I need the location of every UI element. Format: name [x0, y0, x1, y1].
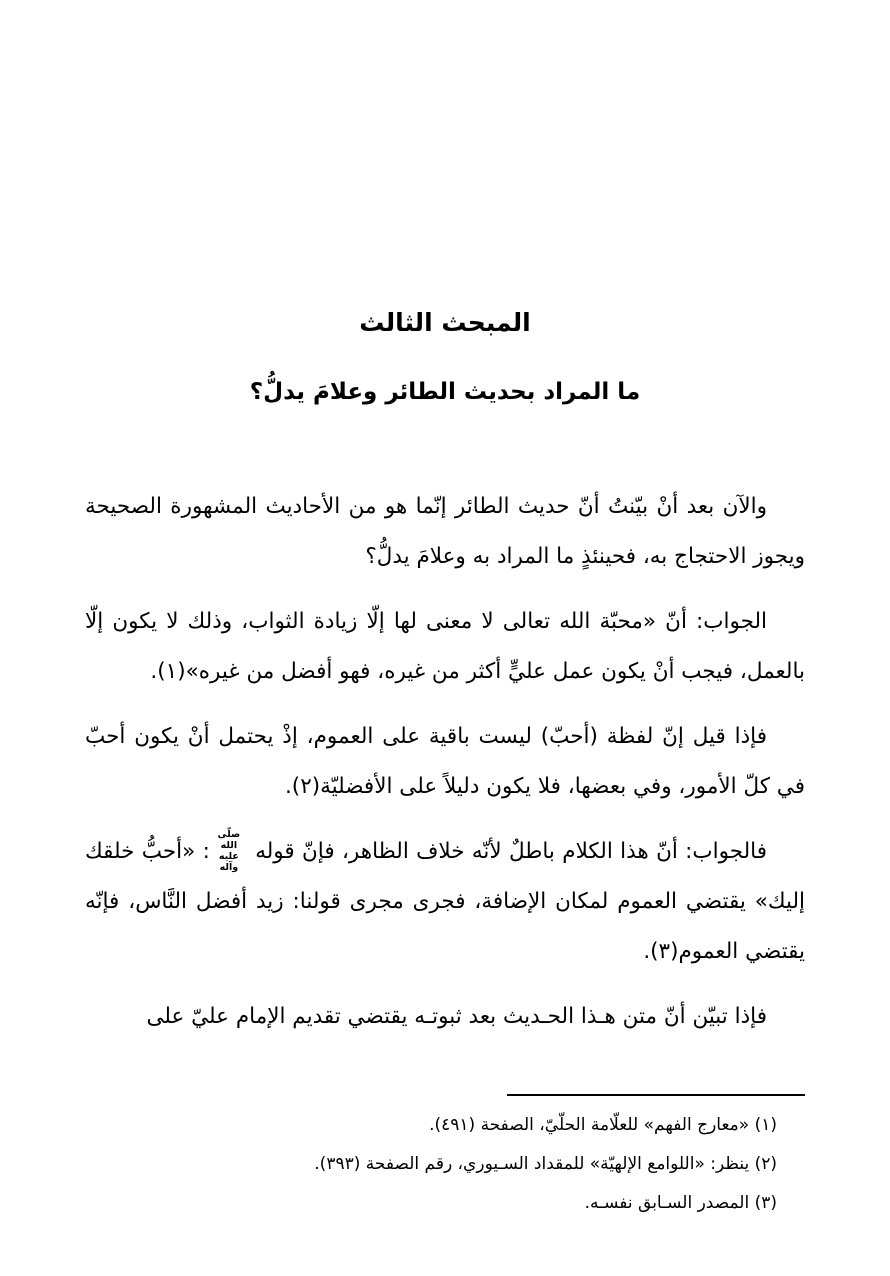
footnote-2: (٢) ينظر: «اللوامع الإلهيّة» للمقداد السـيوري، رقم الصفحة (٣٩٣).: [314, 1154, 777, 1174]
paragraph-4-text-after: : «أحبُّ خلقك إليك» يقتضي العموم لمكان الإضافة، فجرى مجرى قولنا: زيد أفضل النَّاس، فإنّه يقتضي العموم(٣).: [85, 839, 805, 964]
paragraph-1: والآن بعد أنْ بيّنتُ أنّ حديث الطائر إنّما هو من الأحاديث المشهورة الصحيحة ويجوز الاحتجاج به، فحينئذٍ ما المراد به وعلامَ يدلُّ؟: [85, 494, 805, 569]
paragraph-2: الجواب: أنّ «محبّة الله تعالى لا معنى لها إلّا زيادة الثواب، وذلك لا يكون إلّا بالعمل، فيجب أنْ يكون عمل عليٍّ أكثر من غيره، فهو أفضل من غيره»(١).: [85, 609, 805, 684]
body-text: [85, 482, 805, 1057]
paragraph-4-text-before: فالجواب: أنّ هذا الكلام باطلٌ لأنّه خلاف الظاهر، فإنّ قوله: [247, 839, 767, 864]
footnotes-section: [85, 1094, 805, 1229]
section-subtitle: ما المراد بحديث الطائر وعلامَ يدلُّ؟: [249, 379, 641, 405]
footnote-1: (١) «معارج الفهم» للعلّامة الحلّيّ، الصفحة (٤٩١).: [429, 1115, 777, 1135]
paragraph-4: [85, 827, 805, 977]
paragraph-3: فإذا قيل إنّ لفظة (أحبّ) ليست باقية على العموم، إذْ يحتمل أنْ يكون أحبّ في كلّ الأمور، وفي بعضها، فلا يكون دليلاً على الأفضليّة(٢).: [85, 724, 805, 799]
footnote-separator-rule: [507, 1094, 805, 1096]
footnote-3: (٣) المصدر السـابق نفسـه.: [584, 1193, 777, 1213]
paragraph-5: فإذا تبيّن أنّ متن هـذا الحـديث بعد ثبوتـه يقتضي تقديم الإمام عليّ على: [146, 1004, 767, 1029]
section-title: المبحث الثالث: [359, 308, 531, 337]
salawat-honorific-mark: صلّى الله عليه وآله: [217, 829, 241, 873]
chapter-headings: [0, 308, 890, 405]
